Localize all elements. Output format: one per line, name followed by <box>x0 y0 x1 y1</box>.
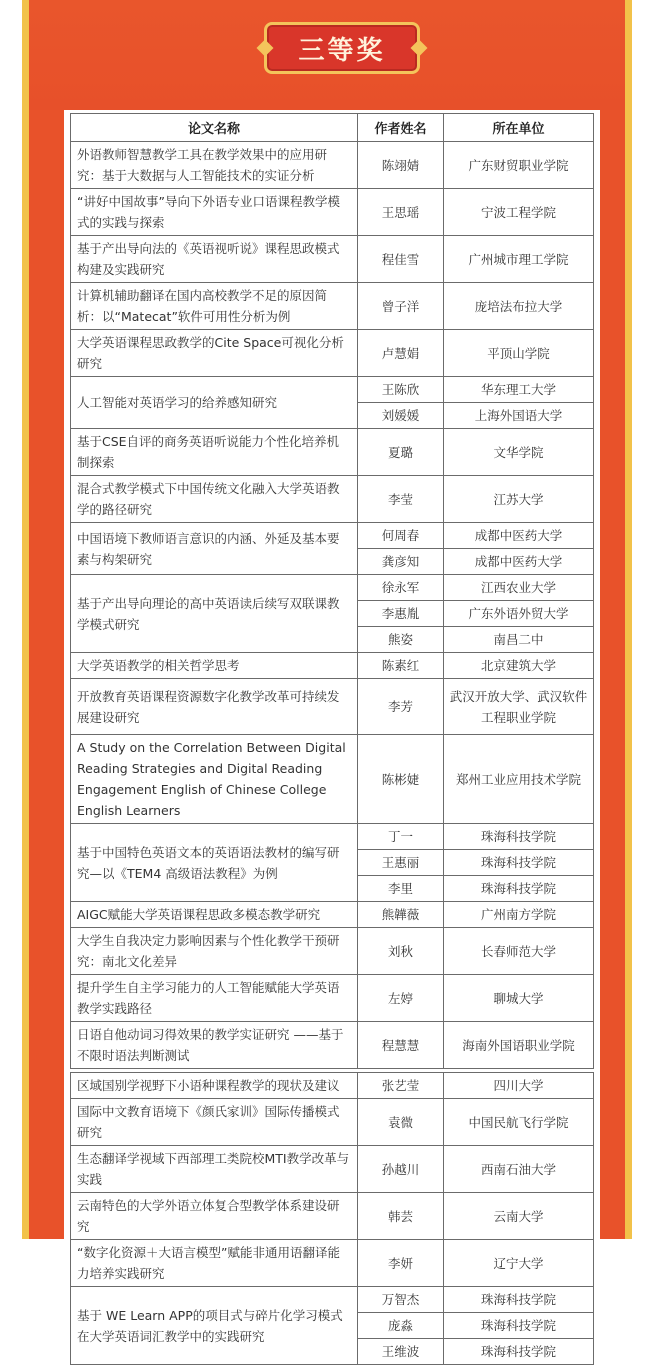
author-name-cell: 李芳 <box>358 679 444 735</box>
paper-title-cell: 开放教育英语课程资源数字化教学改革可持续发展建设研究 <box>71 679 358 735</box>
paper-title-cell: 生态翻译学视域下西部理工类院校MTI教学改革与实践 <box>71 1146 358 1193</box>
author-name-cell: 陈素红 <box>358 653 444 679</box>
author-name-cell: 王维波 <box>358 1339 444 1365</box>
affiliation-cell: 珠海科技学院 <box>444 850 594 876</box>
affiliation-cell: 平顶山学院 <box>444 330 594 377</box>
author-name-cell: 陈翊婧 <box>358 142 444 189</box>
author-name-cell: 孙越川 <box>358 1146 444 1193</box>
affiliation-cell: 聊城大学 <box>444 975 594 1022</box>
table-row <box>71 1193 594 1240</box>
affiliation-cell: 广州城市理工学院 <box>444 236 594 283</box>
author-name-cell: 张艺莹 <box>358 1073 444 1099</box>
author-name-cell: 徐永军 <box>358 575 444 601</box>
paper-title-cell: 基于中国特色英语文本的英语语法教材的编写研究—以《TEM4 高级语法教程》为例 <box>71 824 358 902</box>
paper-title-cell: 中国语境下教师语言意识的内涵、外延及基本要素与构架研究 <box>71 523 358 575</box>
author-name-cell: 王思瑶 <box>358 189 444 236</box>
affiliation-cell: 华东理工大学 <box>444 377 594 403</box>
award-title: 三等奖 <box>298 35 386 66</box>
table-body <box>71 142 594 1365</box>
table-row <box>71 523 594 549</box>
author-name-cell: 左婷 <box>358 975 444 1022</box>
author-name-cell: 卢慧娟 <box>358 330 444 377</box>
author-name-cell: 龚彦知 <box>358 549 444 575</box>
award-poster <box>22 0 632 1359</box>
author-name-cell: 丁一 <box>358 824 444 850</box>
author-name-cell: 程慧慧 <box>358 1022 444 1069</box>
author-name-cell: 程佳雪 <box>358 236 444 283</box>
author-name-cell: 曾子洋 <box>358 283 444 330</box>
paper-title-cell: 基于产出导向法的《英语视听说》课程思政模式构建及实践研究 <box>71 236 358 283</box>
table-row <box>71 1022 594 1069</box>
table-row <box>71 1287 594 1313</box>
affiliation-cell: 南昌二中 <box>444 627 594 653</box>
paper-title-cell: 基于CSE自评的商务英语听说能力个性化培养机制探索 <box>71 429 358 476</box>
table-row <box>71 575 594 601</box>
paper-title-cell: 大学英语课程思政教学的Cite Space可视化分析研究 <box>71 330 358 377</box>
paper-title-cell: 日语自他动词习得效果的教学实证研究 ——基于不限时语法判断测试 <box>71 1022 358 1069</box>
paper-title-cell: 基于产出导向理论的高中英语读后续写双联课教学模式研究 <box>71 575 358 653</box>
affiliation-cell: 江苏大学 <box>444 476 594 523</box>
award-table-sheet <box>64 110 600 1359</box>
header-author-name: 作者姓名 <box>358 114 444 142</box>
table-row <box>71 824 594 850</box>
paper-title-cell: 云南特色的大学外语立体复合型教学体系建设研究 <box>71 1193 358 1240</box>
author-name-cell: 李莹 <box>358 476 444 523</box>
affiliation-cell: 上海外国语大学 <box>444 403 594 429</box>
paper-title-cell: 计算机辅助翻译在国内高校教学不足的原因简析：以“Matecat”软件可用性分析为例 <box>71 283 358 330</box>
author-name-cell: 王惠丽 <box>358 850 444 876</box>
affiliation-cell: 武汉开放大学、武汉软件工程职业学院 <box>444 679 594 735</box>
header-affiliation: 所在单位 <box>444 114 594 142</box>
paper-title-cell: 外语教师智慧教学工具在教学效果中的应用研究：基于大数据与人工智能技术的实证分析 <box>71 142 358 189</box>
affiliation-cell: 珠海科技学院 <box>444 1287 594 1313</box>
table-row <box>71 928 594 975</box>
table-header-row <box>71 114 594 142</box>
table-row <box>71 283 594 330</box>
table-row <box>71 142 594 189</box>
paper-title-cell: A Study on the Correlation Between Digital Reading Strategies and Digital Reading Engagement English of Chinese College English Learners <box>71 735 358 824</box>
author-name-cell: 熊韡薇 <box>358 902 444 928</box>
affiliation-cell: 广东财贸职业学院 <box>444 142 594 189</box>
author-name-cell: 万智杰 <box>358 1287 444 1313</box>
table-row <box>71 679 594 735</box>
author-name-cell: 袁微 <box>358 1099 444 1146</box>
award-title-badge <box>264 22 420 74</box>
affiliation-cell: 珠海科技学院 <box>444 876 594 902</box>
affiliation-cell: 长春师范大学 <box>444 928 594 975</box>
author-name-cell: 庞淼 <box>358 1313 444 1339</box>
table-row <box>71 377 594 403</box>
author-name-cell: 李里 <box>358 876 444 902</box>
author-name-cell: 李妍 <box>358 1240 444 1287</box>
affiliation-cell: 文华学院 <box>444 429 594 476</box>
paper-title-cell: 提升学生自主学习能力的人工智能赋能大学英语教学实践路径 <box>71 975 358 1022</box>
table-row <box>71 1099 594 1146</box>
affiliation-cell: 云南大学 <box>444 1193 594 1240</box>
paper-title-cell: 人工智能对英语学习的给养感知研究 <box>71 377 358 429</box>
author-name-cell: 李惠胤 <box>358 601 444 627</box>
affiliation-cell: 成都中医药大学 <box>444 549 594 575</box>
table-row <box>71 902 594 928</box>
affiliation-cell: 珠海科技学院 <box>444 1339 594 1365</box>
paper-title-cell: 基于 WE Learn APP的项目式与碎片化学习模式在大学英语词汇教学中的实践研究 <box>71 1287 358 1365</box>
paper-title-cell: 大学英语教学的相关哲学思考 <box>71 653 358 679</box>
table-row <box>71 1073 594 1099</box>
header-paper-title: 论文名称 <box>71 114 358 142</box>
table-row <box>71 189 594 236</box>
paper-title-cell: “数字化资源＋大语言模型”赋能非通用语翻译能力培养实践研究 <box>71 1240 358 1287</box>
paper-title-cell: 国际中文教育语境下《颜氏家训》国际传播模式研究 <box>71 1099 358 1146</box>
author-name-cell: 韩芸 <box>358 1193 444 1240</box>
affiliation-cell: 广东外语外贸大学 <box>444 601 594 627</box>
paper-title-cell: AIGC赋能大学英语课程思政多模态教学研究 <box>71 902 358 928</box>
table-row <box>71 1146 594 1193</box>
paper-title-cell: “讲好中国故事”导向下外语专业口语课程教学模式的实践与探索 <box>71 189 358 236</box>
award-table <box>70 113 594 1365</box>
table-row <box>71 476 594 523</box>
author-name-cell: 刘秋 <box>358 928 444 975</box>
paper-title-cell: 混合式教学模式下中国传统文化融入大学英语教学的路径研究 <box>71 476 358 523</box>
affiliation-cell: 珠海科技学院 <box>444 824 594 850</box>
paper-title-cell: 区域国别学视野下小语种课程教学的现状及建议 <box>71 1073 358 1099</box>
affiliation-cell: 四川大学 <box>444 1073 594 1099</box>
table-row <box>71 330 594 377</box>
author-name-cell: 陈彬婕 <box>358 735 444 824</box>
paper-title-cell: 大学生自我决定力影响因素与个性化教学干预研究：南北文化差异 <box>71 928 358 975</box>
table-row <box>71 1240 594 1287</box>
affiliation-cell: 北京建筑大学 <box>444 653 594 679</box>
author-name-cell: 王陈欣 <box>358 377 444 403</box>
affiliation-cell: 江西农业大学 <box>444 575 594 601</box>
affiliation-cell: 辽宁大学 <box>444 1240 594 1287</box>
table-row <box>71 975 594 1022</box>
table-row <box>71 653 594 679</box>
affiliation-cell: 庞培法布拉大学 <box>444 283 594 330</box>
affiliation-cell: 中国民航飞行学院 <box>444 1099 594 1146</box>
affiliation-cell: 广州南方学院 <box>444 902 594 928</box>
affiliation-cell: 海南外国语职业学院 <box>444 1022 594 1069</box>
author-name-cell: 何周春 <box>358 523 444 549</box>
table-row <box>71 236 594 283</box>
affiliation-cell: 珠海科技学院 <box>444 1313 594 1339</box>
author-name-cell: 夏璐 <box>358 429 444 476</box>
table-row <box>71 429 594 476</box>
affiliation-cell: 宁波工程学院 <box>444 189 594 236</box>
affiliation-cell: 西南石油大学 <box>444 1146 594 1193</box>
affiliation-cell: 郑州工业应用技术学院 <box>444 735 594 824</box>
author-name-cell: 刘媛媛 <box>358 403 444 429</box>
table-row <box>71 735 594 824</box>
affiliation-cell: 成都中医药大学 <box>444 523 594 549</box>
author-name-cell: 熊姿 <box>358 627 444 653</box>
